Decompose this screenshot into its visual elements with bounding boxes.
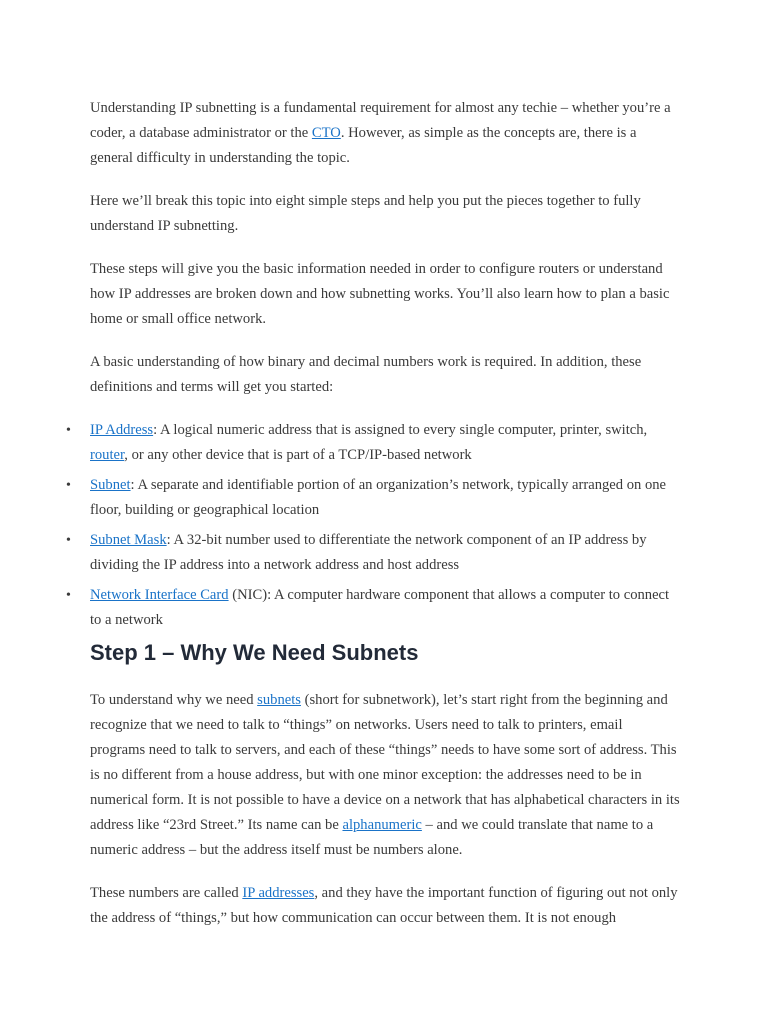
- definition-item-subnet: • Subnet: A separate and identifiable portion of an organization’s network, typically arranged on one floor, building or geographical location: [90, 473, 680, 523]
- step-1-paragraph-2: These numbers are called IP addresses, and they have the important function of figuring out not only the address of “things,” but how communication can occur between them. It is not enough: [90, 885, 678, 926]
- intro-paragraph-2: Here we’ll break this topic into eight simple steps and help you put the pieces together to fully understand IP subnetting.: [90, 193, 641, 234]
- intro-paragraph-3: These steps will give you the basic information needed in order to configure routers or understand how IP addresses are broken down and how subnetting works. You’ll also learn how to plan a basic home or small office network.: [90, 261, 670, 327]
- subnet-link[interactable]: Subnet: [90, 477, 131, 493]
- alphanumeric-link[interactable]: alphanumeric: [342, 817, 422, 833]
- definition-item-subnet-mask: • Subnet Mask: A 32-bit number used to differentiate the network component of an IP address by dividing the IP address into a network address and host address: [90, 528, 680, 578]
- subnets-link[interactable]: subnets: [257, 692, 301, 708]
- definition-item-nic: • Network Interface Card (NIC): A computer hardware component that allows a computer to connect to a network: [90, 583, 680, 633]
- step-1-paragraph-1: To understand why we need subnets (short for subnetwork), let’s start right from the beginning and recognize that we need to talk to “things” on networks. Users need to talk to printers, email programs need to talk to servers, and each of these “things” needs to have some sort of address. This is no different from a house address, but with one minor exception: the addresses need to be in numerical form. It is not possible to have a device on a network that has alphabetical characters in its address like “23rd Street.” Its name can be alphanumeric – and we could translate that name to a numeric address – but the address itself must be numbers alone.: [90, 692, 680, 858]
- bullet-icon: •: [66, 533, 71, 548]
- router-link[interactable]: router: [90, 447, 125, 463]
- bullet-icon: •: [66, 423, 71, 438]
- bullet-icon: •: [66, 588, 71, 603]
- subnet-mask-link[interactable]: Subnet Mask: [90, 532, 167, 548]
- bullet-icon: •: [66, 478, 71, 493]
- network-interface-card-link[interactable]: Network Interface Card: [90, 587, 229, 603]
- step-1-heading: Step 1 – Why We Need Subnets: [90, 640, 419, 665]
- definitions-list: [66, 418, 680, 633]
- ip-addresses-link[interactable]: IP addresses: [242, 885, 315, 901]
- cto-link[interactable]: CTO: [311, 125, 341, 141]
- definition-item-ip-address: • IP Address: A logical numeric address that is assigned to every single computer, printer, switch, router, or any other device that is part of a TCP/IP-based network: [90, 418, 680, 468]
- article-body: [66, 96, 680, 949]
- ip-address-link[interactable]: IP Address: [90, 422, 154, 438]
- intro-paragraph-1: Understanding IP subnetting is a fundamental requirement for almost any techie – whether you’re a coder, a database administrator or the CTO. However, as simple as the concepts are, there is a general difficulty in understanding the topic.: [90, 100, 671, 166]
- intro-paragraph-4: A basic understanding of how binary and decimal numbers work is required. In addition, these definitions and terms will get you started:: [90, 354, 642, 395]
